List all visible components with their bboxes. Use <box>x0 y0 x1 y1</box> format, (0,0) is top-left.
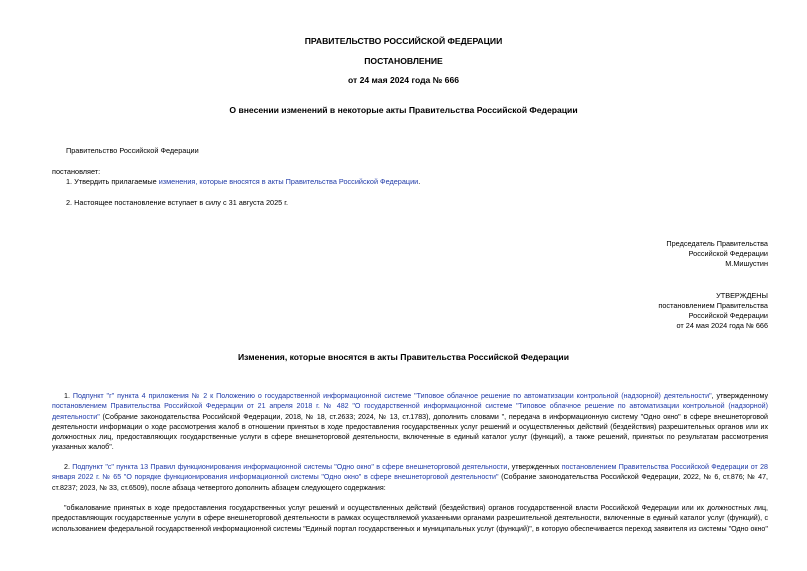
document-type: ПОСТАНОВЛЕНИЕ <box>364 56 443 66</box>
change-2-text-b: (Собрание законодательства Российской Федерации, 2022, № 6, ст.876; № 47, ст.8237; 2023, № 33, ст.6509), после абзаца четвертого дополнить абзацем следующего содержания: <box>52 473 768 492</box>
item-1 <box>66 177 420 187</box>
approved-changes-link[interactable]: изменения, которые вносятся в акты Правительства Российской Федерации <box>158 177 419 186</box>
decree-text: постановляет: <box>52 167 101 176</box>
change-paragraph-3 <box>52 503 768 534</box>
item-1-suffix: . <box>418 177 421 186</box>
issuer-heading: ПРАВИТЕЛЬСТВО РОССИЙСКОЙ ФЕДЕРАЦИИ <box>304 36 503 46</box>
approval-label: УТВЕРЖДЕНЫ <box>716 291 768 300</box>
document-title: О внесении изменений в некоторые акты Правительства Российской Федерации <box>229 105 578 115</box>
approval-date: от 24 мая 2024 года № 666 <box>676 321 768 330</box>
intro-text: Правительство Российской Федерации <box>66 146 199 155</box>
change-2-text-a: , утвержденных <box>507 463 562 471</box>
change-paragraph-2 <box>52 462 768 493</box>
change-paragraph-1 <box>52 391 768 453</box>
signature-name: М.Мишустин <box>725 259 768 268</box>
change-2-link-rules[interactable]: Подпункт "с" пункта 13 Правил функционирования информационной системы "Одно окно" в сфере внешнеторговой деятельности <box>72 463 508 471</box>
document-date-number: от 24 мая 2024 года № 666 <box>347 75 460 85</box>
change-1-text-b: (Собрание законодательства Российской Федерации, 2018, № 18, ст.2633; 2024, № 13, ст.1783), дополнить словами ", передача в информационную систему "Одно окно" в сфере внешнеторговой деятельности информации о ходе рассмотрения жалоб в отношении принятых в ходе предоставления государственных услуг решений и осуществленных действий (бездействия) разрешительных органов или их должностных лиц, предоставляющих государственные услуги в сфере внешнеторговой деятельности, включенные в единый каталог услуг (функций), а также решений, принятых по результатам рассмотрения указанных жалоб". <box>52 412 768 452</box>
changes-title: Изменения, которые вносятся в акты Правительства Российской Федерации <box>237 352 569 362</box>
signature-block <box>468 239 768 269</box>
approval-by: постановлением Правительства <box>658 301 768 310</box>
change-2-link-decree[interactable]: постановлением Правительства Российской Федерации от 28 января 2022 г. № 65 "О порядке функционирования информационной системы "Одно окно" в сфере внешнеторговой деятельности" <box>52 463 768 482</box>
change-2-number: 2. <box>64 463 73 471</box>
approval-country: Российской Федерации <box>688 311 768 320</box>
change-3-text: "обжалование принятых в ходе предоставления государственных услуг решений и осуществленных действий (бездействия) органов государственной власти Российской Федерации или их должностных лиц, предоставляющих государственные услуги в сфере внешнеторговой деятельности в рамках осуществляемой указанными органами разрешительной деятельности, включенные в единый каталог услуг (функций), с использованием федеральной государственной информационной системы "Единый портал государственных и муниципальных услуг (функций)", в которую обеспечивается переход заявителя из системы "Одно окно" <box>52 504 768 533</box>
item-1-prefix: 1. Утвердить прилагаемые <box>66 177 159 186</box>
signature-country: Российской Федерации <box>688 249 768 258</box>
approval-stamp <box>468 291 768 331</box>
change-1-link-regulation[interactable]: Подпункт "г" пункта 4 приложения № 2 к Положению о государственной информационной системе "Типовое облачное решение по автоматизации контрольной (надзорной) деятельности" <box>72 392 712 400</box>
item-2: 2. Настоящее постановление вступает в силу с 31 августа 2025 г. <box>66 198 289 207</box>
change-1-number: 1. <box>64 392 73 400</box>
signature-position: Председатель Правительства <box>666 239 768 248</box>
change-1-text-a: , утвержденному <box>711 392 768 400</box>
change-1-link-decree[interactable]: постановлением Правительства Российской Федерации от 21 апреля 2018 г. № 482 "О государственной информационной системе "Типовое облачное решение по автоматизации контрольной (надзорной) деятельности" <box>52 402 768 421</box>
